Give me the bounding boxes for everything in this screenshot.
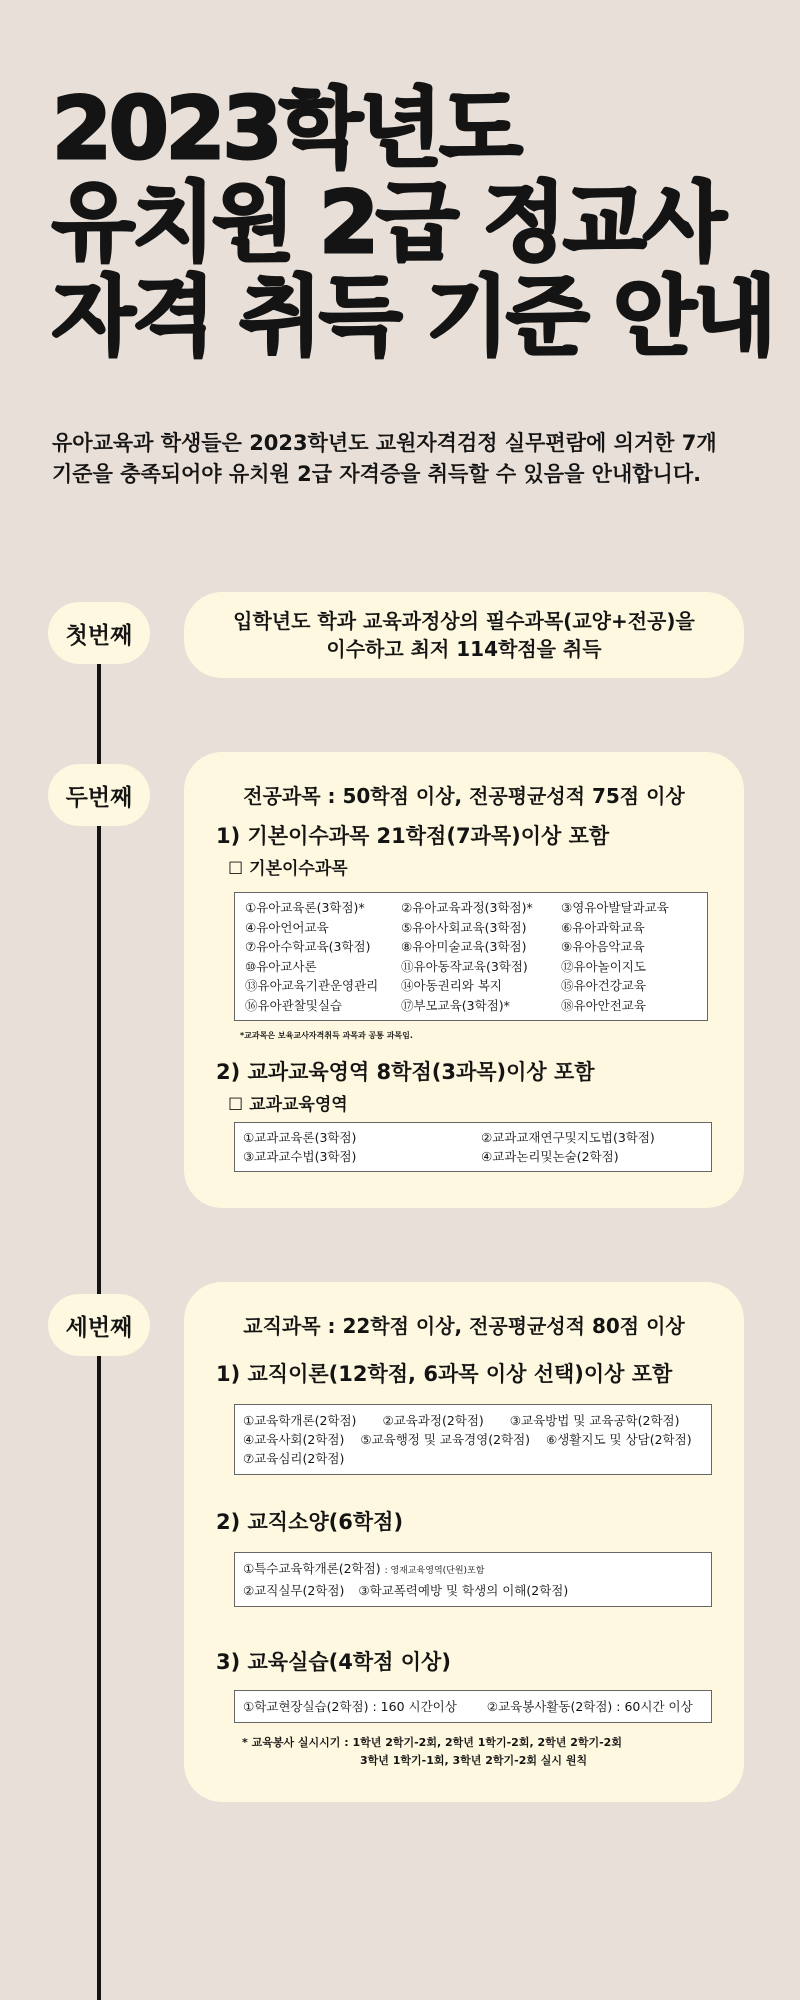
title-line: 자격 취득 기준 안내 [52,267,774,367]
course-item: ⑬유아교육기관운영관리 [245,978,379,993]
course-item: ②교과교재연구및지도법(3학점) [481,1130,655,1145]
course-item: ②교직실무(2학점) [243,1583,345,1598]
title-line: 유치원 2급 정교사 [52,173,724,273]
course-item: ⑦교육심리(2학점) [243,1451,345,1466]
course-item: ①교과교육론(3학점) [243,1130,357,1145]
course-item: ③교육방법 및 교육공학(2학점) [509,1413,680,1428]
basic-courses-note: *교과목은 보육교사자격취득 과목과 공통 과목임. [240,1031,413,1040]
teaching-courses-box [234,1122,712,1172]
course-item: ④교과논리및논술(2학점) [481,1149,619,1164]
theory-title: 1) 교직이론(12학점, 6과목 이상 선택)이상 포함 [216,1362,673,1386]
literacy-row [243,1559,703,1581]
course-item: ⑤유아사회교육(3학점) [401,919,527,935]
course-item: ⑪유아동작교육(3학점) [401,958,528,974]
literacy-box [234,1552,712,1607]
major-heading: 전공과목 : 50학점 이상, 전공평균성적 75점 이상 [243,784,685,808]
step-card-third [184,1282,744,1802]
page-title [52,79,774,367]
course-item: ⑥생활지도 및 상담(2학점) [546,1432,692,1447]
course-item: ④유아언어교육 [245,919,329,935]
step-first-line: 이수하고 최저 114학점을 취득 [326,637,602,661]
course-item: ⑫유아놀이지도 [561,958,646,974]
course-item: ②교육봉사활동(2학점) : 60시간 이상 [486,1699,693,1714]
course-item: ③교과교수법(3학점) [243,1149,357,1164]
course-item: ⑱유아안전교육 [561,997,646,1013]
course-item: ①특수교육학개론(2학점) [243,1561,381,1576]
practice-box [234,1690,712,1723]
title-line: 2023학년도 [52,79,520,179]
course-item: ⑦유아수학교육(3학점) [245,939,371,954]
course-item: ④교육사회(2학점) [243,1432,345,1447]
practice-note [242,1734,622,1770]
step-card-first [184,592,744,678]
intro-text [52,428,772,490]
teaching-courses-title: 2) 교과교육영역 8학점(3과목)이상 포함 [216,1060,595,1084]
course-item: ②유아교육과정(3학점)* [401,900,533,915]
course-item: ⑩유아교사론 [245,958,317,974]
literacy-row [243,1581,703,1600]
step-first-text [233,607,695,663]
basic-courses-box [234,892,708,1021]
theory-box [234,1404,712,1475]
basic-courses-subtitle: ☐ 기본이수과목 [228,859,348,879]
course-item: ⑥유아과학교육 [561,919,645,935]
note-line: 3학년 1학기-1회, 3학년 2학기-2회 실시 원칙 [360,1754,588,1767]
step-label-first: 첫번째 [48,602,150,664]
course-item: ①유아교육론(3학점)* [245,900,365,915]
teaching-courses-subtitle: ☐ 교과교육영역 [228,1095,348,1115]
intro-line: 기준을 충족되어야 유치원 2급 자격증을 취득할 수 있음을 안내합니다. [52,462,702,486]
step-first-line: 입학년도 학과 교육과정상의 필수과목(교양+전공)을 [233,609,695,633]
theory-row [243,1430,703,1449]
theory-row [243,1411,703,1430]
course-item: ①학교현장실습(2학점) : 160 시간이상 [243,1699,457,1714]
step-label-third: 세번째 [48,1294,150,1356]
teaching-major-heading: 교직과목 : 22학점 이상, 전공평균성적 80점 이상 [243,1314,685,1338]
course-item: ①교육학개론(2학점) [243,1413,357,1428]
course-item: ⑧유아미술교육(3학점) [401,939,527,954]
step-card-second [184,752,744,1208]
note-line: * 교육봉사 실시시기 : 1학년 2학기-2회, 2학년 1학기-2회, 2학년 2학기-2회 [242,1736,622,1749]
course-note: : 영재교육영역(단원)포함 [384,1566,485,1576]
practice-title: 3) 교육실습(4학점 이상) [216,1650,451,1674]
course-item: ⑯유아관찰및실습 [245,997,343,1013]
course-item: ②교육과정(2학점) [382,1413,484,1428]
course-item: ③영유아발달과교육 [561,900,669,915]
course-item: ⑨유아음악교육 [561,939,645,954]
course-item: ⑮유아건강교육 [561,978,646,993]
literacy-title: 2) 교직소양(6학점) [216,1510,404,1534]
course-item: ⑤교육행정 및 교육경영(2학점) [360,1432,531,1447]
intro-line: 유아교육과 학생들은 2023학년도 교원자격검정 실무편람에 의거한 7개 [52,431,717,455]
basic-courses-title: 1) 기본이수과목 21학점(7과목)이상 포함 [216,824,610,848]
course-item: ⑰부모교육(3학점)* [401,997,510,1013]
course-item: ⑭아동권리와 복지 [401,978,502,993]
step-label-second: 두번째 [48,764,150,826]
theory-row [243,1449,703,1468]
course-item: ③학교폭력예방 및 학생의 이해(2학점) [358,1583,569,1598]
